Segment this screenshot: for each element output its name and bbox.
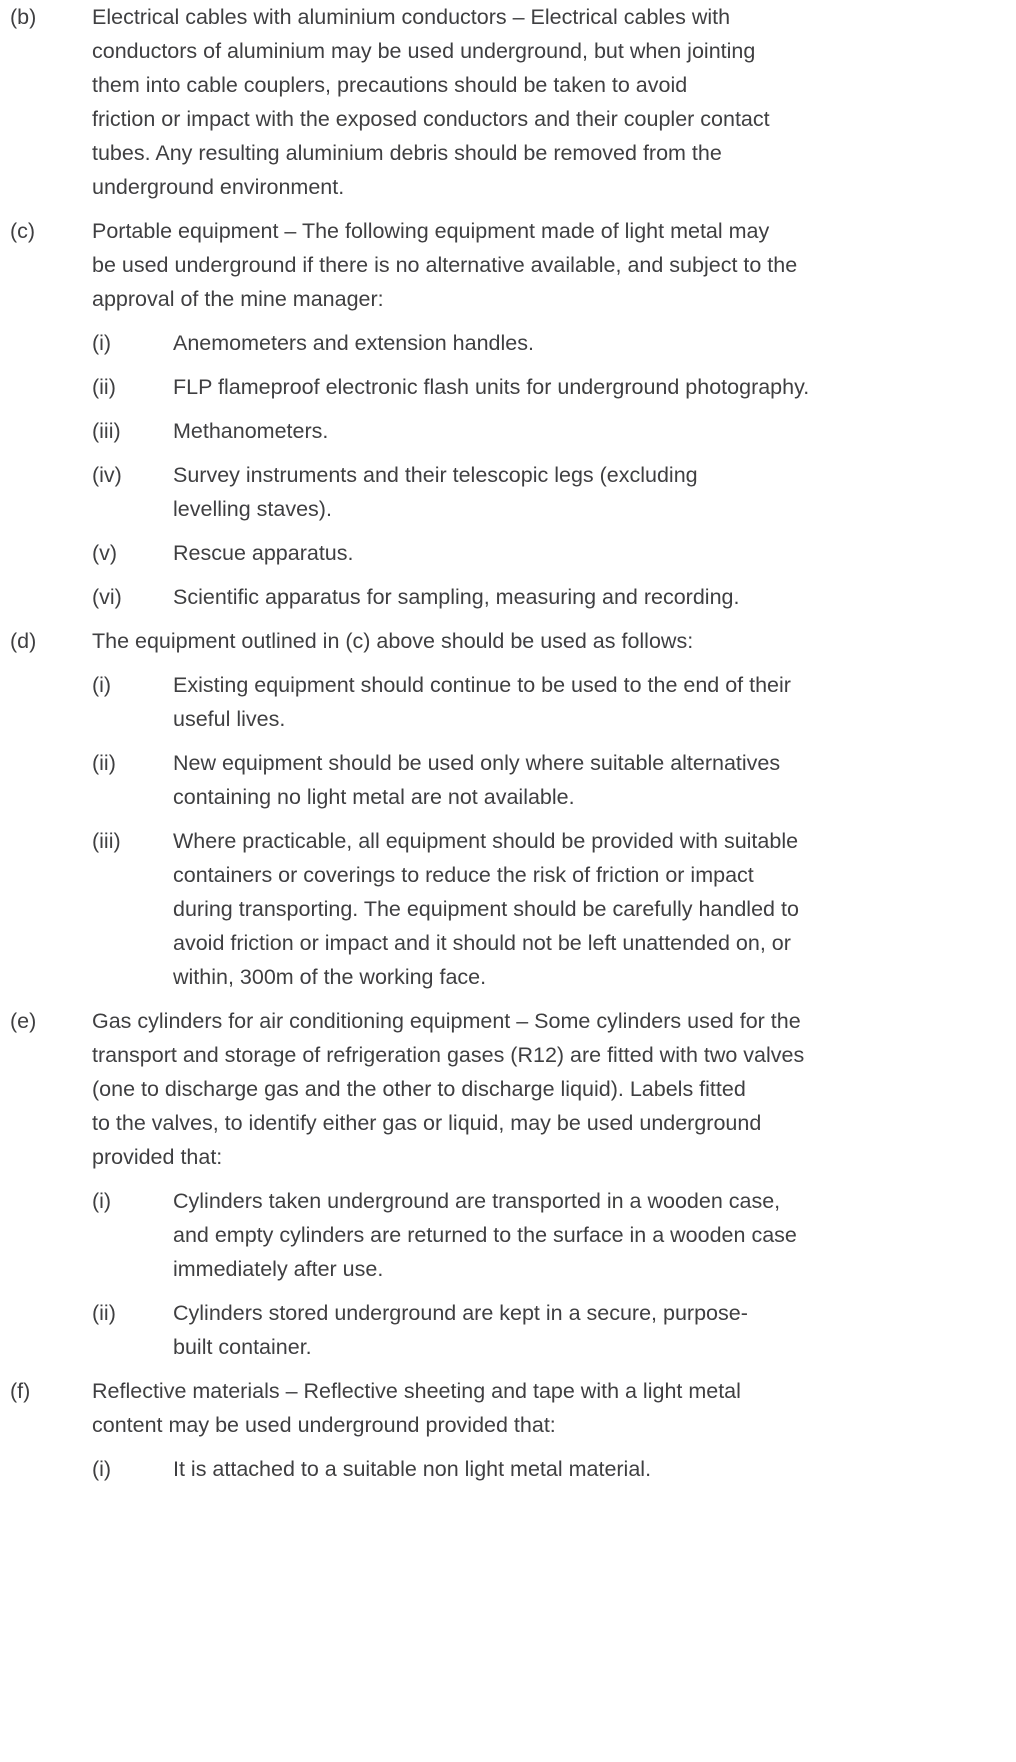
text-line: Rescue apparatus. <box>173 541 354 565</box>
text-line: be used underground if there is no alternative available, and subject to the <box>92 253 798 277</box>
sub-item-content <box>173 1296 996 1364</box>
sub-item-content <box>173 580 996 614</box>
item-content <box>92 1004 996 1364</box>
text-line: during transporting. The equipment should be carefully handled to <box>173 897 799 921</box>
sub-item-marker: (ii) <box>92 1301 116 1325</box>
item-marker: (e) <box>10 1009 37 1033</box>
sub-list-item <box>92 1184 996 1286</box>
text-line: useful lives. <box>173 707 286 731</box>
item-paragraph <box>92 214 996 316</box>
sub-item-content <box>173 668 996 736</box>
sub-item-content <box>173 326 996 360</box>
sub-list <box>92 326 996 614</box>
sub-item-content <box>173 458 996 526</box>
text-line: Gas cylinders for air conditioning equipment – Some cylinders used for the <box>92 1009 801 1033</box>
item-marker: (d) <box>10 629 37 653</box>
text-line: content may be used underground provided that: <box>92 1413 556 1437</box>
sub-list <box>92 668 996 994</box>
sub-item-marker: (iii) <box>92 419 121 443</box>
item-content <box>92 624 996 994</box>
text-line: FLP flameproof electronic flash units for underground photography. <box>173 375 810 399</box>
text-line: Reflective materials – Reflective sheeting and tape with a light metal <box>92 1379 741 1403</box>
item-marker: (c) <box>10 219 36 243</box>
item-paragraph <box>92 624 996 658</box>
sub-item-marker: (i) <box>92 1189 112 1213</box>
sub-list-item <box>92 458 996 526</box>
text-line: (one to discharge gas and the other to discharge liquid). Labels fitted <box>92 1077 746 1101</box>
text-line: It is attached to a suitable non light metal material. <box>173 1457 652 1481</box>
sub-list-item <box>92 746 996 814</box>
sub-item-marker: (ii) <box>92 375 116 399</box>
text-line: levelling staves). <box>173 497 332 521</box>
list-item <box>10 1004 1016 1364</box>
list-item <box>10 1374 1016 1486</box>
sub-item-content <box>173 536 996 570</box>
sub-item-content <box>173 824 996 994</box>
text-line: Survey instruments and their telescopic legs (excluding <box>173 463 698 487</box>
sub-item-marker: (ii) <box>92 751 116 775</box>
sub-item-marker: (i) <box>92 673 112 697</box>
text-line: The equipment outlined in (c) above should be used as follows: <box>92 629 694 653</box>
text-line: immediately after use. <box>173 1257 384 1281</box>
sub-item-content <box>173 370 996 404</box>
sub-item-marker: (i) <box>92 331 112 355</box>
text-line: within, 300m of the working face. <box>173 965 487 989</box>
text-line: built container. <box>173 1335 312 1359</box>
item-content <box>92 0 996 204</box>
text-line: Cylinders stored underground are kept in a secure, purpose- <box>173 1301 748 1325</box>
sub-list-item <box>92 414 996 448</box>
sub-item-content <box>173 746 996 814</box>
sub-list-item <box>92 580 996 614</box>
text-line: approval of the mine manager: <box>92 287 384 311</box>
sub-list <box>92 1452 996 1486</box>
sub-item-content <box>173 1184 996 1286</box>
sub-item-content <box>173 414 996 448</box>
text-line: containers or coverings to reduce the risk of friction or impact <box>173 863 754 887</box>
sub-item-marker: (v) <box>92 541 118 565</box>
sub-item-marker: (iii) <box>92 829 121 853</box>
text-line: Where practicable, all equipment should be provided with suitable <box>173 829 799 853</box>
sub-item-marker: (i) <box>92 1457 112 1481</box>
list-item <box>10 0 1016 204</box>
sub-list-item <box>92 370 996 404</box>
sub-list-item <box>92 326 996 360</box>
sub-list-item <box>92 536 996 570</box>
text-line: transport and storage of refrigeration gases (R12) are fitted with two valves <box>92 1043 805 1067</box>
text-line: them into cable couplers, precautions should be taken to avoid <box>92 73 688 97</box>
item-paragraph <box>92 1374 996 1442</box>
item-marker: (f) <box>10 1379 31 1403</box>
text-line: to the valves, to identify either gas or liquid, may be used underground <box>92 1111 762 1135</box>
list-item <box>10 624 1016 994</box>
sub-list-item <box>92 824 996 994</box>
item-content <box>92 214 996 614</box>
sub-list <box>92 1184 996 1364</box>
text-line: tubes. Any resulting aluminium debris should be removed from the <box>92 141 722 165</box>
item-paragraph <box>92 1004 996 1174</box>
sub-list-item <box>92 1296 996 1364</box>
sub-list-item <box>92 1452 996 1486</box>
item-paragraph <box>92 0 996 204</box>
text-line: conductors of aluminium may be used underground, but when jointing <box>92 39 756 63</box>
sub-item-marker: (iv) <box>92 463 122 487</box>
text-line: Anemometers and extension handles. <box>173 331 534 355</box>
text-line: avoid friction or impact and it should not be left unattended on, or <box>173 931 791 955</box>
text-line: New equipment should be used only where suitable alternatives <box>173 751 781 775</box>
text-line: Existing equipment should continue to be used to the end of their <box>173 673 791 697</box>
text-line: Electrical cables with aluminium conductors – Electrical cables with <box>92 5 731 29</box>
text-line: and empty cylinders are returned to the surface in a wooden case <box>173 1223 797 1247</box>
item-content <box>92 1374 996 1486</box>
list-item <box>10 214 1016 614</box>
sub-item-marker: (vi) <box>92 585 122 609</box>
text-line: provided that: <box>92 1145 223 1169</box>
text-line: Scientific apparatus for sampling, measuring and recording. <box>173 585 740 609</box>
item-marker: (b) <box>10 5 37 29</box>
document-body <box>10 0 1016 1496</box>
text-line: Methanometers. <box>173 419 329 443</box>
text-line: containing no light metal are not available. <box>173 785 575 809</box>
text-line: friction or impact with the exposed conductors and their coupler contact <box>92 107 770 131</box>
sub-item-content <box>173 1452 996 1486</box>
text-line: underground environment. <box>92 175 345 199</box>
sub-list-item <box>92 668 996 736</box>
text-line: Cylinders taken underground are transported in a wooden case, <box>173 1189 781 1213</box>
text-line: Portable equipment – The following equipment made of light metal may <box>92 219 770 243</box>
